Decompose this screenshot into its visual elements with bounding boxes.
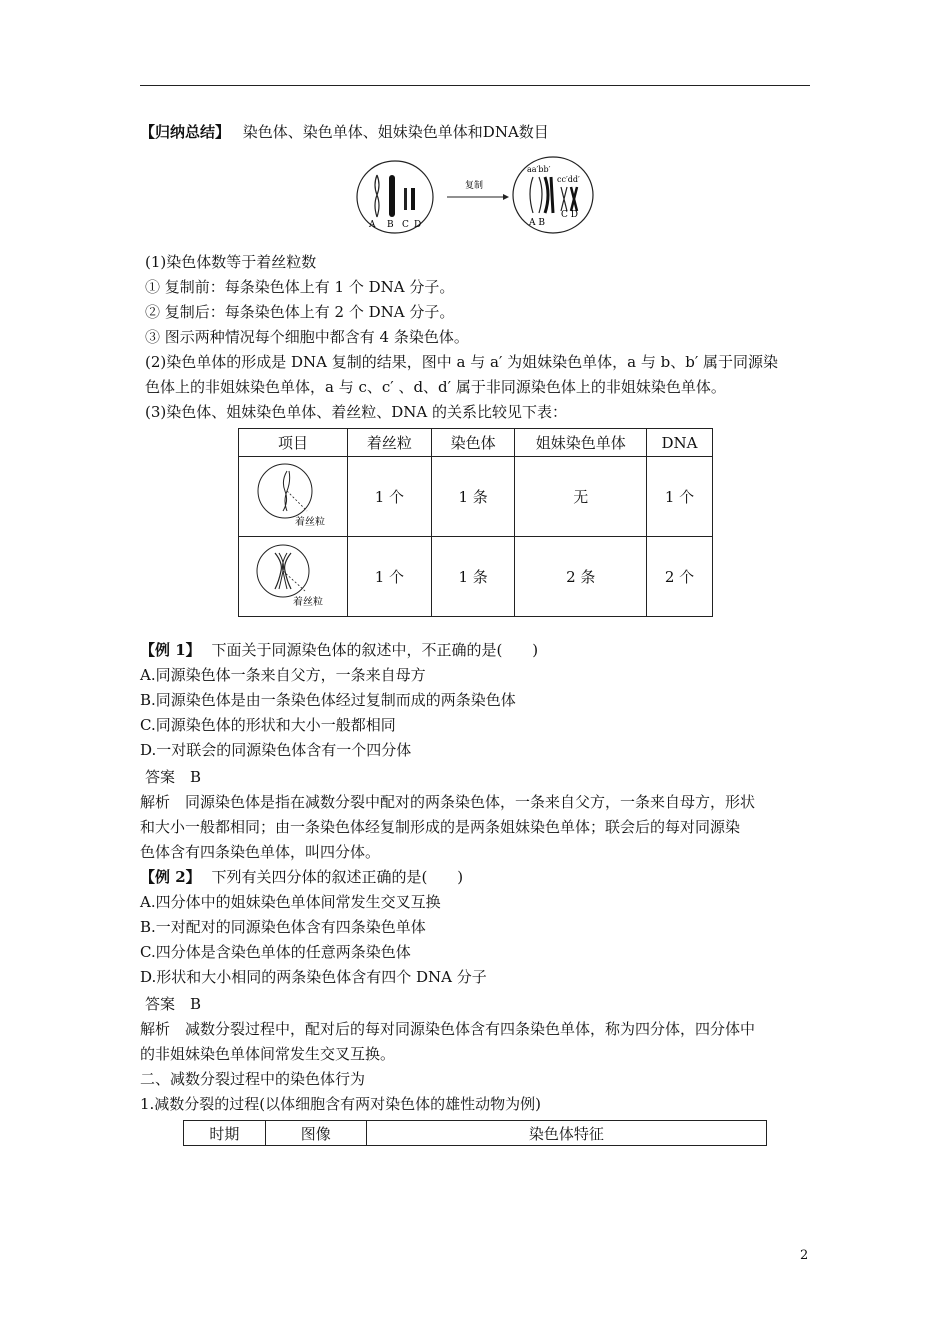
example1-question: 下面关于同源染色体的叙述中，不正确的是( ) [211, 641, 539, 659]
replicated-chromosome-image [239, 537, 348, 617]
table-cell: 2 个 [647, 537, 713, 617]
table-header: DNA [647, 429, 713, 457]
table-header: 项目 [239, 429, 348, 457]
table-header: 染色体 [431, 429, 515, 457]
section2-subtitle: 1.减数分裂的过程(以体细胞含有两对染色体的雄性动物为例) [140, 1095, 542, 1113]
replication-diagram [355, 155, 595, 235]
para-1c: ③ 图示两种情况每个细胞中都含有 4 条染色体。 [145, 328, 469, 346]
table-header: 姐妹染色单体 [515, 429, 647, 457]
arrow-head [503, 194, 509, 200]
example1-analysis-1: 解析 同源染色体是指在减数分裂中配对的两条染色体，一条来自父方，一条来自母方，形状 [140, 793, 756, 811]
meiosis-table [183, 1120, 767, 1146]
single-chromosome-icon [243, 459, 343, 531]
table-header: 着丝粒 [347, 429, 431, 457]
example1-option-b: B.同源染色体是由一条染色体经过复制而成的两条染色体 [140, 691, 516, 709]
table-cell: 1 条 [431, 457, 515, 537]
table-header-row [184, 1121, 767, 1146]
para-1: (1)染色体数等于着丝粒数 [145, 253, 317, 271]
page-number: 2 [800, 1248, 809, 1263]
example2-answer: 答案 B [145, 995, 202, 1013]
summary-title: 染色体、染色单体、姐妹染色单体和DNA数目 [242, 123, 549, 141]
table-row [239, 537, 713, 617]
table-cell: 1 条 [431, 537, 515, 617]
example1-analysis-2: 和大小一般都相同；由一条染色体经复制形成的是两条姐妹染色单体；联会后的每对同源染 [140, 818, 741, 836]
example1-option-c: C.同源染色体的形状和大小一般都相同 [140, 716, 396, 734]
table-header: 图像 [265, 1121, 366, 1146]
example1-question-line [140, 639, 538, 661]
header-rule [140, 85, 810, 86]
right-top-right-label: cc′dd′ [557, 175, 580, 184]
replicated-chromosome-icon [243, 539, 343, 611]
example1-option-a: A.同源染色体一条来自父方，一条来自母方 [140, 666, 426, 684]
example1-analysis-3: 色体含有四条染色单体，叫四分体。 [140, 843, 381, 861]
example1-answer: 答案 B [145, 768, 202, 786]
summary-heading [140, 121, 549, 143]
right-bottom-right-label: C D [561, 210, 578, 220]
right-top-left-label: aa′bb′ [527, 165, 551, 174]
example2-option-d: D.形状和大小相同的两条染色体含有四个 DNA 分子 [140, 968, 487, 986]
table-header-row [239, 429, 713, 457]
left-label-a: A [369, 220, 376, 230]
example2-option-b: B.一对配对的同源染色体含有四条染色单体 [140, 918, 426, 936]
example2-option-a: A.四分体中的姐妹染色单体间常发生交叉互换 [140, 893, 441, 911]
right-bottom-left-label: A B [529, 218, 545, 228]
example2-tag: 【例 2】 [140, 868, 201, 886]
table-cell: 无 [515, 457, 647, 537]
table-cell: 1 个 [347, 457, 431, 537]
table-cell: 1 个 [347, 537, 431, 617]
arrow-label: 复制 [465, 181, 484, 191]
single-chromosome-image [239, 457, 348, 537]
para-2a: (2)染色单体的形成是 DNA 复制的结果，图中 a 与 a′ 为姐妹染色单体，a 与 b、b′ 属于同源染 [145, 353, 778, 371]
centromere-label: 着丝粒 [294, 516, 325, 528]
example2-question: 下列有关四分体的叙述正确的是( ) [211, 868, 464, 886]
centromere-label: 着丝粒 [292, 596, 323, 608]
left-label-d: D [414, 220, 422, 230]
table-cell: 2 条 [515, 537, 647, 617]
example2-analysis-1: 解析 减数分裂过程中，配对后的每对同源染色体含有四条染色单体，称为四分体，四分体中 [140, 1020, 756, 1038]
table-row [239, 457, 713, 537]
left-label-c: C [402, 220, 409, 230]
para-2b: 色体上的非姐妹染色单体，a 与 c、c′ 、d、d′ 属于非同源染色体上的非姐妹染色单体。 [145, 378, 726, 396]
example1-tag: 【例 1】 [140, 641, 201, 659]
table-cell: 1 个 [647, 457, 713, 537]
left-label-b: B [387, 220, 394, 230]
table-header: 染色体特征 [366, 1121, 766, 1146]
section2-title: 二、减数分裂过程中的染色体行为 [140, 1070, 366, 1088]
table-header: 时期 [184, 1121, 266, 1146]
para-3: (3)染色体、姐妹染色单体、着丝粒、DNA 的关系比较见下表： [145, 403, 568, 421]
comparison-table [238, 428, 713, 617]
example1-option-d: D.一对联会的同源染色体含有一个四分体 [140, 741, 412, 759]
para-1a: ① 复制前：每条染色体上有 1 个 DNA 分子。 [145, 278, 455, 296]
example2-question-line [140, 866, 463, 888]
para-1b: ② 复制后：每条染色体上有 2 个 DNA 分子。 [145, 303, 455, 321]
summary-tag: 【归纳总结】 [140, 123, 231, 141]
example2-option-c: C.四分体是含染色单体的任意两条染色体 [140, 943, 411, 961]
example2-analysis-2: 的非姐妹染色单体间常发生交叉互换。 [140, 1045, 396, 1063]
